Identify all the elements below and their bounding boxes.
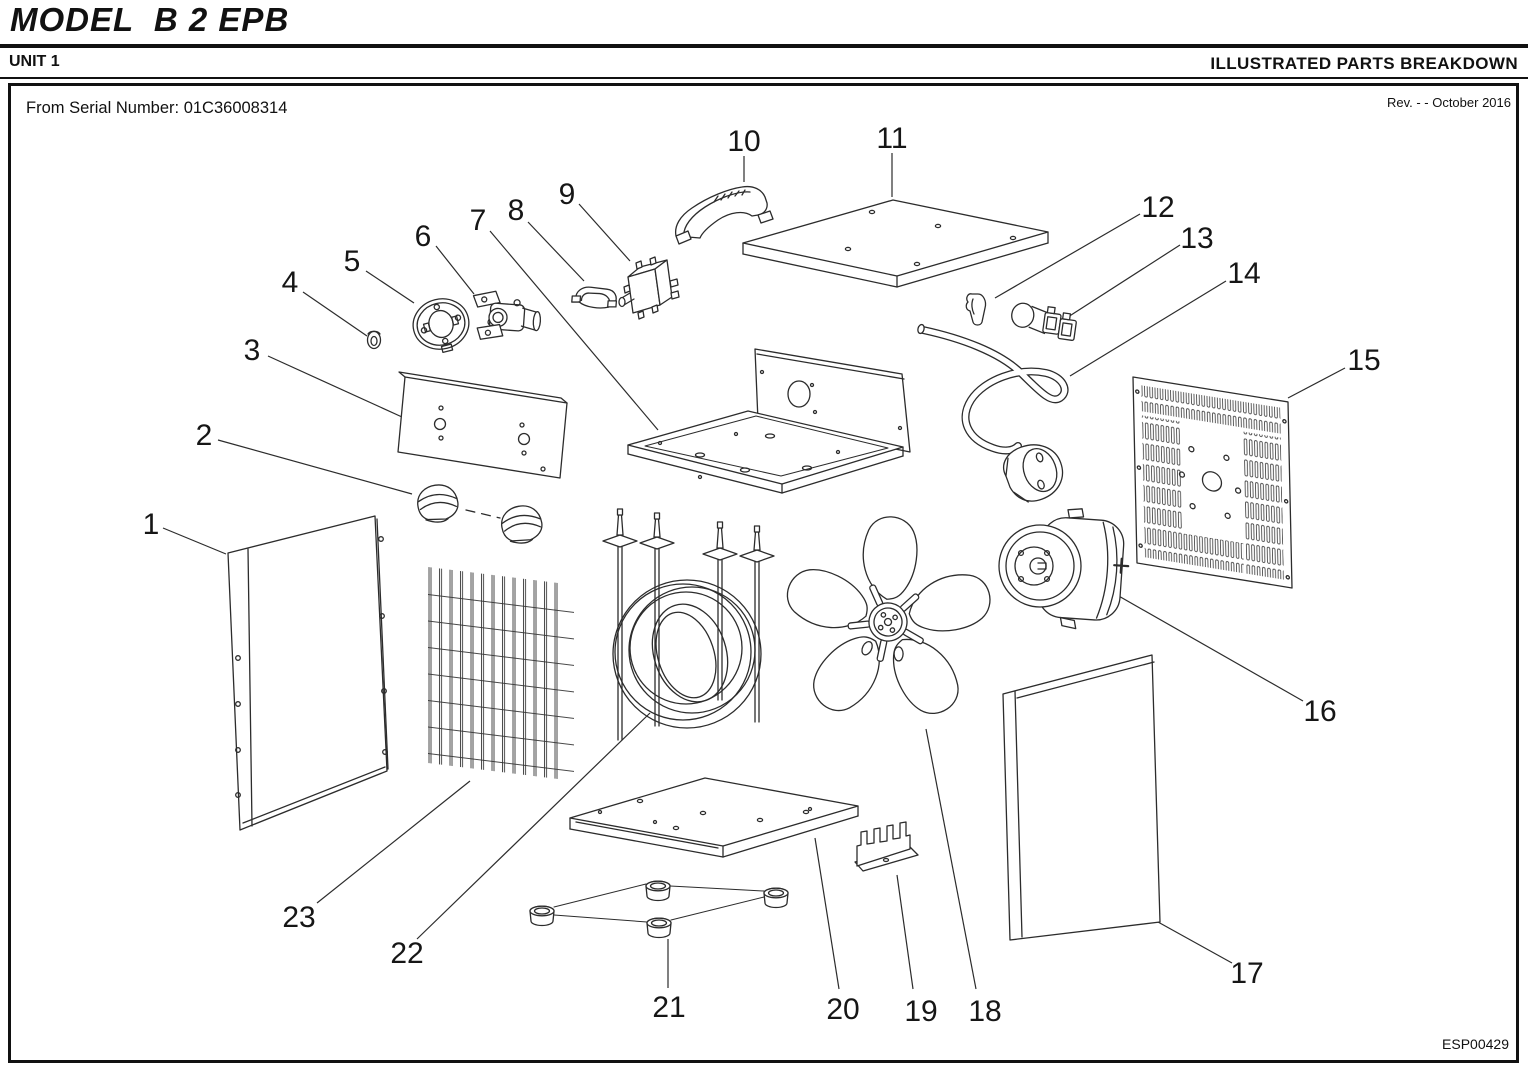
part-12-strain-relief xyxy=(966,294,985,325)
part-4-bushing xyxy=(368,331,381,348)
callout-5: 5 xyxy=(343,245,361,278)
serial-number-text: From Serial Number: 01C36008314 xyxy=(26,99,288,117)
part-3-control-plate xyxy=(398,372,567,478)
part-15-rear-grille xyxy=(1133,377,1292,588)
callout-3: 3 xyxy=(243,334,261,367)
part-11-top-panel xyxy=(743,200,1048,287)
part-1-front-panel xyxy=(228,516,388,830)
drawing-code-text: ESP00429 xyxy=(1442,1036,1509,1052)
part-21-feet xyxy=(530,881,788,937)
callout-14: 14 xyxy=(1227,257,1261,290)
part-7-control-box xyxy=(628,349,910,493)
part-10-handle xyxy=(676,187,773,244)
callout-1: 1 xyxy=(142,508,160,541)
part-19-bracket xyxy=(855,822,918,871)
callout-11: 11 xyxy=(876,122,908,155)
part-6-thermostat xyxy=(470,290,542,344)
part-5-bezel-plate xyxy=(408,293,475,358)
revision-text: Rev. - - October 2016 xyxy=(1386,95,1511,110)
callout-22: 22 xyxy=(390,937,424,970)
page-title: MODEL B 2 EPB xyxy=(10,1,290,38)
unit-label: UNIT 1 xyxy=(9,53,60,70)
part-8-clamp xyxy=(571,281,620,313)
part-23-wire-guard xyxy=(428,567,574,781)
callout-12: 12 xyxy=(1141,191,1175,224)
part-9-rotary-switch xyxy=(619,257,679,319)
part-17-side-panel xyxy=(1003,655,1160,940)
callout-4: 4 xyxy=(281,266,299,299)
callout-7: 7 xyxy=(469,204,487,237)
callout-17: 17 xyxy=(1230,957,1264,990)
part-20-base-panel xyxy=(570,778,858,857)
callout-6: 6 xyxy=(414,220,432,253)
callout-18: 18 xyxy=(968,995,1002,1028)
callout-2: 2 xyxy=(195,419,213,452)
part-22-heating-element xyxy=(603,509,774,740)
callout-9: 9 xyxy=(558,178,576,211)
part-2-knobs xyxy=(415,482,544,546)
callout-8: 8 xyxy=(507,194,525,227)
callout-15: 15 xyxy=(1347,344,1381,377)
callout-19: 19 xyxy=(904,995,938,1028)
part-14-power-cord xyxy=(917,324,1070,508)
callout-13: 13 xyxy=(1180,222,1214,255)
breakdown-label: ILLUSTRATED PARTS BREAKDOWN xyxy=(1210,54,1518,73)
callout-20: 20 xyxy=(826,993,860,1026)
callout-21: 21 xyxy=(652,991,686,1024)
callout-10: 10 xyxy=(727,125,761,158)
part-18-fan-blade xyxy=(757,497,1011,748)
part-16-motor xyxy=(999,506,1132,632)
part-13-terminal-block xyxy=(1009,302,1078,341)
callout-23: 23 xyxy=(282,901,316,934)
callout-16: 16 xyxy=(1303,695,1337,728)
